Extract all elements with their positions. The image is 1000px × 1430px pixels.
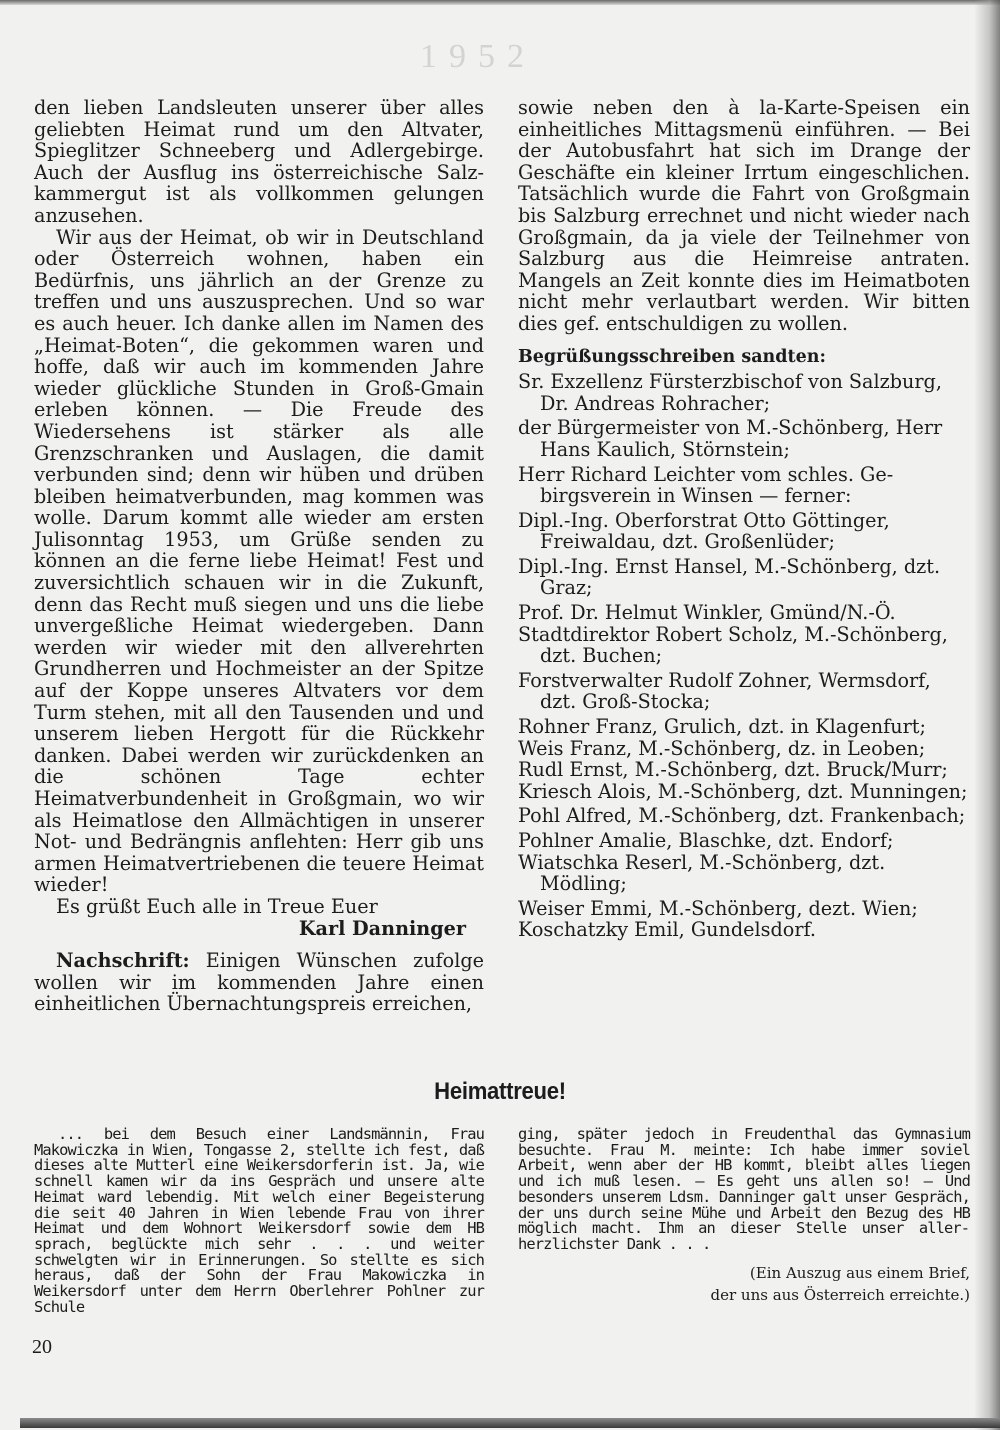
greeting-item: Pohlner Amalie, Blaschke, dzt. Endorf; [518, 829, 894, 852]
postscript-label: Nachschrift: [56, 949, 190, 973]
spine-shadow [974, 0, 1000, 1430]
greeting-item: Forstverwalter Rudolf Zohner, Wermsdorf, dzt. Groß-Stocka; [518, 668, 931, 714]
article-left-column [34, 1127, 484, 1315]
page-bottom-edge [20, 1418, 1000, 1428]
paragraph: Wir aus der Heimat, ob wir in Deutschland oder Österreich wohnen, haben ein Bedürfnis, uns jährlich an der Grenze zu treffen und uns auszusprechen. Und so war es auch heuer. Ich danke allen im Namen des „Heimat-Boten“, die gekommen waren und hoffe, daß wir auch im kommenden Jahre wieder glückliche Stunden in Groß-Gmain erleben können. — Die Freude des Wiedersehens ist stärker als alle Grenzschranken und Auslagen, die damit verbunden sind; denn wir hüben und drüben bleiben heimatverbunden, mag kommen was wolle. Darum kommt alle wieder am ersten Julisonntag 1953, um Grüße senden zu können an die ferne liebe Heimat! Fest und zuversichtlich schauen wir in die Zukunft, denn das Recht muß siegen und uns die liebe unvergeßliche Heimat wiedergeben. Dann werden wir wieder mit den allverehrten Grundherren und Hochmeister an der Spitze auf der Koppe unseres Altvaters vor dem Turm stehen, mit all den Tausenden und und unserem lieben Hergott für die Rückkehr danken. Dabei werden wir zurückdenken an die schönen Tage echter Heimatverbundenheit in Großgmain, wo wir als Heimatlose den Allmächtigen in unserer Not- und Bedrängnis anflehten: Herr gib uns armen Heimatvertriebenen die teuere Heimat wieder! [34, 225, 484, 897]
signature: Karl Danninger [298, 916, 466, 940]
signoff: Es grüßt Euch alle in Treue Euer [56, 894, 378, 918]
article-paragraph: ... bei dem Besuch einer Landsmännin, Frau Makowiczka in Wien, Tongasse 2, stellte ich fest, daß dieses alte Mutterl eine Weikersdorferin ist. Ja, wie schnell kamen wir da ins Gespräch und unsere alte Heimat ward lebendig. Mit welch einer Begeisterung die seit 40 Jahren in Wien lebende Frau von ihrer Heimat und dem Wohnort Weikersdorf sowie dem HB sprach, beglückte mich sehr . . . und weiter schwelgten wir in Erinnerungen. So stellte es sich heraus, daß der Sohn der Frau Makowiczka in Weikersdorf unter dem Herrn Oberlehrer Pohlner zur Schule [34, 1125, 484, 1316]
article-title: Heimattreue! [434, 1078, 566, 1105]
greeting-item: Rohner Franz, Grulich, dzt. in Klagenfurt; [518, 715, 926, 739]
greeting-item: Sr. Exzellenz Fürsterzbischof von Salzburg, Dr. Andreas Rohracher; [518, 370, 942, 415]
postscript [34, 950, 484, 1015]
greeting-item: Herr Richard Leichter vom schles. Gebirgsverein in Winsen — ferner: [518, 462, 894, 508]
greeting-item: Stadtdirektor Robert Scholz, M.-Schönberg, dzt. Buchen; [518, 622, 948, 668]
source-note [518, 1262, 970, 1306]
greetings-heading: Begrüßungsschreiben sandten: [518, 346, 826, 367]
greeting-item: Weis Franz, M.-Schönberg, dz. in Leoben; [518, 736, 926, 760]
paragraph: sowie neben den à la-Karte-Speisen ein einheitliches Mittagsmenü einführen. — Bei der Autobusfahrt hat sich im Drange der Geschäfte ein kleiner Irrtum eingeschlichen. Tatsächlich wurde die Fahrt von Großgmain bis Salzburg errechnet und nicht wieder nach Großgmain, da ja viele der Teilnehmer von Salzburg aus die Heimreise antraten. Mangels an Zeit konnte dies im Heimatboten nicht mehr verlautbart werden. Wir bitten dies gef. entschuldigen zu wollen. [518, 96, 970, 335]
article-paragraph: ging, später jedoch in Freudenthal das Gymnasium besuchte. Frau M. meinte: Ich habe immer soviel Arbeit, wenn aber der HB kommt, bleibt alles liegen und ich muß lesen. — Es geht uns allen so! — Und besonders unserem Ldsm. Danninger galt unser Gespräch, der uns durch seine Mühe und Arbeit den Bezug des HB möglich macht. Ihm an dieser Stelle unser allerherzlichster Dank . . . [518, 1125, 970, 1253]
greeting-item: Kriesch Alois, M.-Schönberg, dzt. Munningen; [518, 779, 968, 803]
greeting-item: Rudl Ernst, M.-Schönberg, dzt. Bruck/Murr; [518, 758, 948, 782]
paragraph: den lieben Landsleuten unserer über alles geliebten Heimat rund um den Altvater, Spieglitzer Schneeberg und Adlergebirge. Auch der Ausflug ins österreichische Salzkammergut ist als vollkommen gelungen anzusehen. [34, 96, 484, 227]
article-right-column [518, 1127, 970, 1306]
greeting-item: Prof. Dr. Helmut Winkler, Gmünd/N.-Ö. [518, 601, 896, 625]
year-stamp: 1952 [420, 38, 536, 75]
postscript-text: Einigen Wünschen zufolge wollen wir im kommenden Jahre einen einheitlichen Übernachtungspreis erreichen, [34, 949, 484, 1016]
left-column [34, 97, 484, 1015]
source-note-line-2: der uns aus Österreich erreichte.) [710, 1285, 970, 1304]
greeting-item: Weiser Emmi, M.-Schönberg, dezt. Wien; [518, 896, 918, 920]
greeting-item: Pohl Alfred, M.-Schönberg, dzt. Frankenbach; [518, 804, 966, 828]
greeting-item: Dipl.-Ing. Ernst Hansel, M.-Schönberg, dzt. Graz; [518, 554, 941, 600]
greeting-item: Koschatzky Emil, Gundelsdorf. [518, 918, 817, 942]
greeting-item: Dipl.-Ing. Oberforstrat Otto Göttinger, Freiwaldau, dzt. Großenlüder; [518, 508, 890, 554]
page-top-edge [0, 0, 1000, 5]
greeting-item: Wiatschka Reserl, M.-Schönberg, dzt. Mödling; [518, 850, 886, 896]
greeting-item: der Bürgermeister von M.-Schönberg, Herr Hans Kaulich, Störnstein; [518, 416, 943, 461]
source-note-line-1: (Ein Auszug aus einem Brief, [749, 1263, 970, 1282]
right-column [518, 97, 970, 941]
page-number: 20 [32, 1336, 52, 1358]
